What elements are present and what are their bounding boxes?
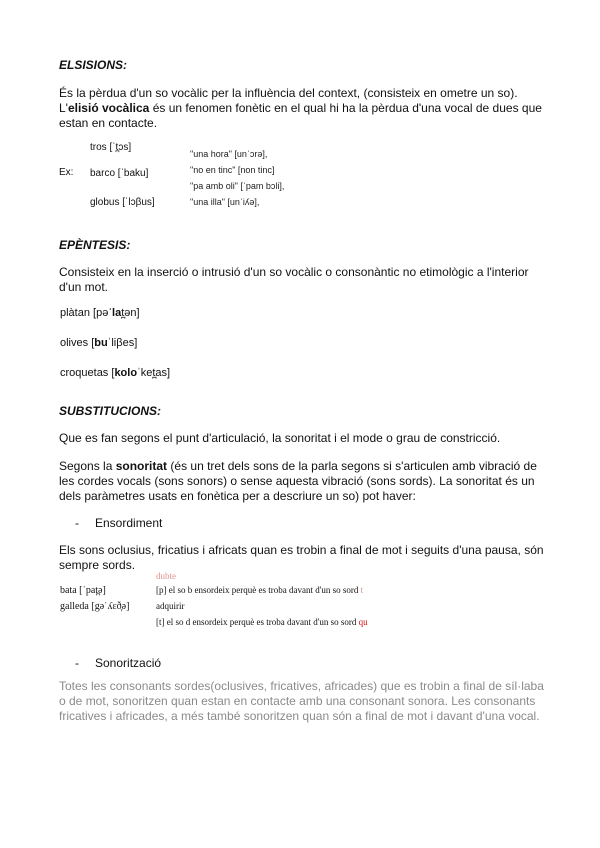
example-phrase: "una illa" [unˈiʎə], [190, 197, 260, 207]
heading-epentesis: EPÈNTESIS: [59, 238, 131, 252]
ensordiment-line-1: Els sons oclusius, fricatius i africats quan es trobin a final de mot i seguits d'una pausa, són [59, 543, 544, 557]
example-word: barco [ˈbaku] [90, 168, 149, 179]
sonoritat-line-1: Segons la sonoritat (és un tret dels sons de la parla segons si s'articulen amb vibració de [59, 459, 537, 473]
example-word: tros [ˈt̪ɔs] [90, 142, 132, 153]
elisions-line-3: estan en contacte. [59, 116, 158, 130]
elisions-line-1: És la pèrdua d'un so vocàlic per la influència del context, (consisteix en ometre un so). [59, 86, 518, 100]
substitucions-intro: Que es fan segons el punt d'articulació, la sonoritat i el mode o grau de constricció. [59, 431, 501, 445]
table-cell: [t] el so d ensordeix perquè es troba davant d'un so sord qu [156, 617, 368, 627]
example-label: Ex: [59, 167, 74, 178]
example-phrase: "una hora" [unˈɔrə], [190, 149, 268, 159]
table-cell: bata [ˈpat̪ə] [60, 585, 106, 596]
epentesis-example: croquetas [koloˈket̪as] [60, 367, 171, 379]
heading-substitucions: SUBSTITUCIONS: [59, 404, 161, 418]
table-cell: adquirir [156, 601, 185, 611]
table-cell: dubte [156, 571, 176, 581]
example-word: globus [ˈlɔβus] [90, 197, 155, 208]
sonoritzacio-line-1: Totes les consonants sordes(oclusives, fricatives, africades) que es trobin a final de síl·laba [59, 679, 544, 693]
elisions-line-2: L'elisió vocàlica és un fenomen fonètic en el qual hi ha la pèrdua d'una vocal de dues que [59, 101, 542, 115]
table-cell: [p] el so b ensordeix perquè es troba davant d'un so sord t [156, 585, 364, 595]
sonoritzacio-line-3: fricatives i africades, a més també sonoritzen quan són a final de mot i davant d'una vocal. [59, 709, 540, 723]
epentesis-line-1: Consisteix en la inserció o intrusió d'un so vocàlic o consonàntic no etimològic a l'interior [59, 265, 529, 279]
table-cell: galleda [gəˈʎɛð̞ə] [60, 601, 130, 612]
example-phrase: "pa amb oli" [ˈpam bɔli], [190, 181, 285, 191]
sonoritat-line-3: dels paràmetres usats en fonètica per a descriure un so) pot haver: [59, 489, 416, 503]
sonoritzacio-line-2: o de mot, sonoritzen quan estan en contacte amb una consonant sonora. Les consonants [59, 694, 536, 708]
heading-elisions: ELSISIONS: [59, 58, 128, 72]
bullet-dash: - [75, 656, 79, 670]
epentesis-line-2: d'un mot. [59, 280, 108, 294]
bullet-ensordiment: Ensordiment [95, 516, 163, 530]
bullet-dash: - [75, 516, 79, 530]
ensordiment-line-2: sempre sords. [59, 558, 136, 572]
example-phrase: "no en tinc" [non tinc] [190, 165, 275, 175]
sonoritat-line-2: les cordes vocals (sons sonors) o sense aquesta vibració (sons sords). La sonoritat és un [59, 474, 535, 488]
bullet-sonoritzacio: Sonorització [95, 656, 162, 670]
epentesis-example: olives [buˈliβes] [60, 337, 138, 349]
epentesis-example: plàtan [pəˈlat̪ən] [60, 307, 140, 319]
